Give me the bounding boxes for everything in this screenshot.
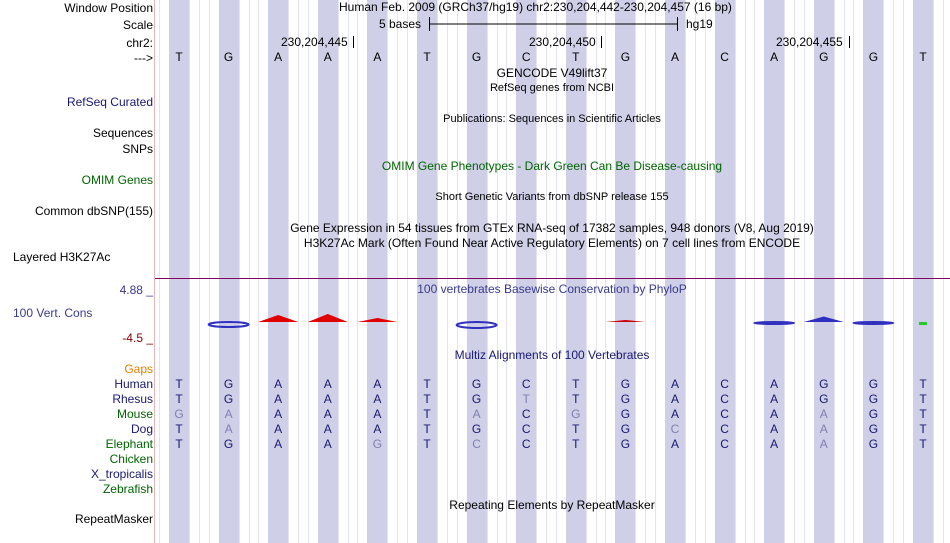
sequence-base: G bbox=[819, 50, 829, 64]
logo-mark bbox=[919, 322, 927, 325]
sequence-base: T bbox=[423, 50, 431, 64]
alignment-base-mouse: A bbox=[472, 407, 481, 421]
grid-line bbox=[437, 0, 438, 543]
grid-line bbox=[338, 0, 339, 543]
alignment-base-elephant: C bbox=[472, 437, 481, 451]
grid-line bbox=[417, 0, 437, 543]
sequence-base: A bbox=[770, 50, 779, 64]
grid-line bbox=[913, 0, 933, 543]
grid-line bbox=[298, 0, 299, 543]
alignment-base-mouse: T bbox=[423, 407, 431, 421]
alignment-base-mouse: A bbox=[819, 407, 828, 421]
alignment-base-mouse: C bbox=[720, 407, 729, 421]
alignment-base-human: T bbox=[423, 377, 431, 391]
grid-line bbox=[754, 0, 755, 543]
alignment-base-mouse: A bbox=[274, 407, 283, 421]
alignment-base-dog: A bbox=[373, 422, 382, 436]
alignment-base-elephant: C bbox=[521, 437, 531, 451]
window-position-label: Window Position bbox=[64, 1, 153, 15]
alignment-base-human: C bbox=[521, 377, 531, 391]
grid-line bbox=[457, 0, 458, 543]
alignment-base-human: T bbox=[175, 377, 183, 391]
alignment-base-dog: A bbox=[819, 422, 828, 436]
snps-track-label[interactable]: SNPs bbox=[122, 142, 153, 156]
grid-line bbox=[735, 0, 736, 543]
grid-line bbox=[794, 0, 795, 543]
alignment-base-dog: T bbox=[423, 422, 431, 436]
grid-line bbox=[268, 0, 288, 543]
alignment-base-dog: T bbox=[919, 422, 927, 436]
alignment-base-rhesus: C bbox=[720, 392, 729, 406]
alignment-base-elephant: G bbox=[372, 437, 383, 451]
grid-line bbox=[834, 0, 835, 543]
coord-label-1: 230,204,445 bbox=[281, 35, 348, 49]
grid-line bbox=[853, 0, 854, 543]
grid-line bbox=[705, 0, 706, 543]
alignment-base-dog: C bbox=[670, 422, 680, 436]
grid-line bbox=[745, 0, 746, 543]
sequence-base: A bbox=[323, 50, 332, 64]
track-data-area[interactable] bbox=[155, 0, 950, 543]
grid-line bbox=[258, 0, 259, 543]
grid-line bbox=[715, 0, 735, 543]
alignment-base-rhesus: G bbox=[868, 392, 879, 406]
grid-line bbox=[209, 0, 210, 543]
alignment-base-elephant: T bbox=[572, 437, 580, 451]
alignment-base-human: C bbox=[720, 377, 729, 391]
alignment-base-dog: C bbox=[720, 422, 729, 436]
alignment-base-elephant: A bbox=[323, 437, 332, 451]
alignment-base-mouse: A bbox=[373, 407, 382, 421]
grid-line bbox=[893, 0, 894, 543]
grid-line bbox=[288, 0, 289, 543]
grid-line bbox=[814, 0, 834, 543]
conservation-logo bbox=[155, 0, 950, 60]
window-position-text: Human Feb. 2009 (GRCh37/hg19) chr2:230,204,442-230,204,457 (16 bp) bbox=[339, 0, 732, 14]
alignment-base-human: A bbox=[323, 377, 332, 391]
grid-line bbox=[883, 0, 884, 543]
sequence-base: A bbox=[670, 50, 679, 64]
cons-track-label[interactable]: 100 Vert. Cons bbox=[13, 306, 93, 320]
gtex-track-title[interactable]: Gene Expression in 54 tissues from GTEx RNA-seq of 17382 samples, 948 donors (V8, Aug 2019) bbox=[290, 221, 814, 235]
grid-line bbox=[348, 0, 349, 543]
grid-line bbox=[357, 0, 358, 543]
alignment-base-rhesus: G bbox=[471, 392, 482, 406]
grid-line bbox=[387, 0, 388, 543]
grid-line bbox=[367, 0, 387, 543]
grid-line bbox=[308, 0, 309, 543]
alignment-base-rhesus: T bbox=[522, 392, 530, 406]
cons-min-label: -4.5 _ bbox=[122, 331, 153, 345]
gaps-label: Gaps bbox=[124, 362, 153, 376]
alignment-base-human: G bbox=[868, 377, 879, 391]
chrom-label: chr2: bbox=[126, 36, 153, 50]
grid-line bbox=[467, 0, 487, 543]
alignment-base-human: G bbox=[819, 377, 829, 391]
species-mouse-label: Mouse bbox=[116, 407, 153, 421]
logo-letter bbox=[754, 322, 794, 324]
alignment-base-mouse: A bbox=[670, 407, 679, 421]
alignment-base-rhesus: A bbox=[670, 392, 679, 406]
alignment-base-mouse: A bbox=[323, 407, 332, 421]
alignment-base-dog: A bbox=[323, 422, 332, 436]
dbsnp-track-label[interactable]: Common dbSNP(155) bbox=[34, 204, 153, 218]
alignment-base-elephant: T bbox=[919, 437, 927, 451]
alignment-base-rhesus: T bbox=[423, 392, 431, 406]
alignment-base-dog: G bbox=[868, 422, 879, 436]
omim-track-label[interactable]: OMIM Genes bbox=[81, 173, 153, 187]
sequence-base: A bbox=[373, 50, 382, 64]
track-group-divider bbox=[155, 278, 950, 279]
alignment-base-human: A bbox=[670, 377, 679, 391]
grid-line bbox=[784, 0, 785, 543]
sequence-base: G bbox=[223, 50, 234, 64]
scale-label: Scale bbox=[122, 18, 153, 32]
phylop-track-title[interactable]: 100 vertebrates Basewise Conservation by PhyloP bbox=[417, 282, 687, 296]
alignment-base-dog: G bbox=[620, 422, 631, 436]
species-dog-label: Dog bbox=[130, 422, 153, 436]
track-labels bbox=[0, 0, 155, 543]
grid-line bbox=[635, 0, 636, 543]
grid-line bbox=[318, 0, 338, 543]
alignment-base-elephant: A bbox=[274, 437, 283, 451]
alignment-base-mouse: C bbox=[521, 407, 531, 421]
multiz-track-title[interactable]: Multiz Alignments of 100 Vertebrates bbox=[454, 348, 650, 362]
refseq-track-desc: RefSeq genes from NCBI bbox=[489, 82, 615, 94]
grid-line bbox=[645, 0, 646, 543]
alignment-base-mouse: G bbox=[620, 407, 631, 421]
sequence-base: A bbox=[274, 50, 283, 64]
alignment-base-rhesus: G bbox=[223, 392, 234, 406]
alignment-base-dog: A bbox=[274, 422, 283, 436]
alignment-base-mouse: G bbox=[571, 407, 581, 421]
sequence-base: T bbox=[572, 50, 580, 64]
sequence-base: G bbox=[471, 50, 482, 64]
h3k27ac-track-label[interactable]: Layered H3K27Ac bbox=[13, 250, 111, 264]
grid-line bbox=[844, 0, 845, 543]
alignment-base-human: T bbox=[572, 377, 580, 391]
alignment-base-elephant: T bbox=[423, 437, 431, 451]
grid-line bbox=[655, 0, 656, 543]
alignment-base-elephant: A bbox=[770, 437, 779, 451]
alignment-base-mouse: T bbox=[919, 407, 927, 421]
grid-line bbox=[863, 0, 883, 543]
alignment-base-elephant: A bbox=[819, 437, 828, 451]
omim-track-desc: OMIM Gene Phenotypes - Dark Green Can Be Disease-causing bbox=[381, 159, 723, 173]
species-elephant-label: Elephant bbox=[105, 437, 153, 451]
alignment-base-mouse: G bbox=[174, 407, 184, 421]
alignment-base-human: G bbox=[471, 377, 482, 391]
grid-line bbox=[397, 0, 398, 543]
alignment-base-rhesus: G bbox=[620, 392, 631, 406]
grid-line bbox=[487, 0, 488, 543]
alignment-base-human: A bbox=[373, 377, 382, 391]
sequence-base: G bbox=[620, 50, 631, 64]
grid-line bbox=[219, 0, 239, 543]
alignment-base-rhesus: G bbox=[819, 392, 829, 406]
sequences-track-label[interactable]: Sequences bbox=[92, 126, 153, 140]
refseq-track-label[interactable]: RefSeq Curated bbox=[66, 95, 153, 109]
grid-line bbox=[943, 0, 944, 543]
sequence-base: C bbox=[720, 50, 729, 64]
grid-line bbox=[804, 0, 805, 543]
alignment-base-elephant: G bbox=[620, 437, 631, 451]
alignment-base-dog: T bbox=[572, 422, 580, 436]
alignment-base-dog: T bbox=[175, 422, 183, 436]
alignment-base-human: G bbox=[223, 377, 234, 391]
strand-label: ---> bbox=[134, 51, 153, 65]
alignment-base-rhesus: A bbox=[373, 392, 382, 406]
alignment-base-rhesus: T bbox=[175, 392, 183, 406]
alignment-base-mouse: G bbox=[868, 407, 879, 421]
grid-line bbox=[159, 0, 160, 543]
species-rhesus-label: Rhesus bbox=[112, 392, 153, 406]
alignment-base-elephant: T bbox=[175, 437, 183, 451]
alignment-base-rhesus: A bbox=[274, 392, 283, 406]
sequence-base: T bbox=[919, 50, 927, 64]
repeatmasker-track-desc[interactable]: Repeating Elements by RepeatMasker bbox=[449, 498, 655, 512]
h3k27ac-track-desc: H3K27Ac Mark (Often Found Near Active Regulatory Elements) on 7 cell lines from ENCODE bbox=[303, 236, 801, 250]
grid-line bbox=[447, 0, 448, 543]
grid-line bbox=[695, 0, 696, 543]
grid-line bbox=[764, 0, 784, 543]
grid-line bbox=[189, 0, 190, 543]
publications-track-desc[interactable]: Publications: Sequences in Scientific Articles bbox=[443, 113, 661, 125]
dbsnp-track-desc: Short Genetic Variants from dbSNP release 155 bbox=[435, 191, 669, 203]
alignment-base-human: T bbox=[919, 377, 927, 391]
grid-line bbox=[249, 0, 250, 543]
alignment-base-mouse: A bbox=[770, 407, 779, 421]
grid-line bbox=[239, 0, 240, 543]
alignment-base-dog: A bbox=[224, 422, 233, 436]
coord-label-3: 230,204,455 bbox=[776, 35, 843, 49]
gencode-track-title[interactable]: GENCODE V49lift37 bbox=[496, 66, 608, 80]
scale-bar-label: 5 bases bbox=[379, 17, 422, 31]
alignment-base-elephant: A bbox=[670, 437, 679, 451]
alignment-base-rhesus: T bbox=[919, 392, 927, 406]
coord-label-2: 230,204,450 bbox=[529, 35, 596, 49]
alignment-base-dog: C bbox=[521, 422, 531, 436]
alignment-base-elephant: G bbox=[223, 437, 234, 451]
alignment-base-rhesus: A bbox=[770, 392, 779, 406]
alignment-base-human: A bbox=[274, 377, 283, 391]
alignment-base-rhesus: A bbox=[323, 392, 332, 406]
alignment-base-rhesus: T bbox=[572, 392, 580, 406]
cons-max-label: 4.88 _ bbox=[119, 283, 153, 297]
repeatmasker-track-label[interactable]: RepeatMasker bbox=[74, 512, 153, 526]
alignment-base-dog: G bbox=[471, 422, 482, 436]
sequence-base: C bbox=[521, 50, 531, 64]
alignment-base-human: G bbox=[620, 377, 631, 391]
grid-line bbox=[199, 0, 200, 543]
grid-line bbox=[903, 0, 904, 543]
sequence-base: G bbox=[868, 50, 879, 64]
species-human-label: Human bbox=[114, 377, 153, 391]
species-xtropicalis-label: X_tropicalis bbox=[90, 467, 153, 481]
species-zebrafish-label: Zebrafish bbox=[102, 482, 153, 496]
grid-line bbox=[169, 0, 189, 543]
grid-line bbox=[685, 0, 686, 543]
grid-line bbox=[615, 0, 635, 543]
logo-letter bbox=[853, 322, 893, 324]
alignment-base-dog: A bbox=[770, 422, 779, 436]
species-chicken-label: Chicken bbox=[109, 452, 153, 466]
grid-line bbox=[407, 0, 408, 543]
grid-line bbox=[665, 0, 685, 543]
grid-line bbox=[933, 0, 934, 543]
alignment-base-elephant: G bbox=[868, 437, 879, 451]
alignment-base-elephant: C bbox=[720, 437, 729, 451]
sequence-base: T bbox=[175, 50, 183, 64]
alignment-base-human: A bbox=[770, 377, 779, 391]
alignment-base-mouse: A bbox=[224, 407, 233, 421]
assembly-label: hg19 bbox=[686, 17, 713, 31]
